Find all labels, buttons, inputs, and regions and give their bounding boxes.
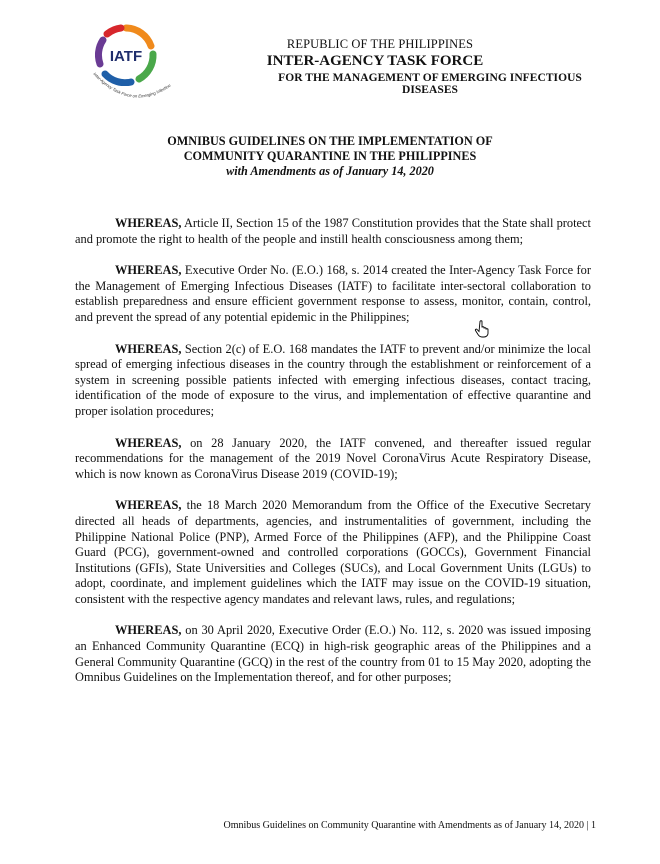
whereas-paragraph — [75, 498, 591, 607]
paragraph-lead: WHEREAS, — [115, 263, 182, 278]
letterhead-country: REPUBLIC OF THE PHILIPPINES — [286, 37, 474, 51]
title-line-2: COMMUNITY QUARANTINE IN THE PHILIPPINES — [183, 149, 477, 163]
page-footer: Omnibus Guidelines on Community Quarantine with Amendments as of January 14, 2020 | 1 — [223, 820, 596, 831]
logo-tagline-text: Inter-Agency Task Force on Emerging Infectiou — [92, 72, 172, 99]
paragraph-text: the 18 March 2020 Memorandum from the Office of the Executive Secretary directed all heads of departments, agencies, and instrumentalities of government, including the Philippine National Police (PNP), Armed Force of the Philippines (AFP), and the Philippine Coast Guard (PCG), government-owned and controlled corporations (GOCCs), Government Financial Institutions (GFIs), State Universities and Colleges (SUCs), and Local Government Units (LGUs) to adopt, coordinate, and implement guidelines which the IATF may issue on the COVID-19 situation, consistent with the respective agency mandates and relevant laws, rules, and regulations; — [75, 498, 591, 606]
hand-cursor-icon — [474, 320, 490, 338]
paragraph-lead: WHEREAS, — [115, 216, 182, 230]
whereas-paragraph — [75, 436, 591, 483]
logo-text: IATF — [109, 48, 143, 65]
title-line-1: OMNIBUS GUIDELINES ON THE IMPLEMENTATION OF — [167, 134, 493, 148]
paragraph-text: Section 2(c) of E.O. 168 mandates the IATF to prevent and/or minimize the local spread of emerging infectious diseases in the country through the establishment or reinforcement of a system in screening possible patients infected with emerging infectious diseases, contact tracing, identification of the mode of exposure to the virus, and implementation of effective quarantine and proper isolation procedures; — [75, 341, 591, 418]
document-body — [75, 216, 591, 702]
paragraph-text: on 28 January 2020, the IATF convened, and thereafter issued regular recommendations for the management of the 2019 Novel CoronaVirus Acute Respiratory Disease, which is now known as CoronaVirus Disease 2019 (COVID-19); — [75, 435, 591, 481]
paragraph-text: Executive Order No. (E.O.) 168, s. 2014 created the Inter-Agency Task Force for the Management of Emerging Infectious Diseases (IATF) to facilitate inter-sectoral collaboration to establish preparedness and ensure efficient government response to assess, monitor, contain, control, and prevent the spread of any potential epidemic in the Philippines; — [75, 263, 591, 324]
paragraph-text: Article II, Section 15 of the 1987 Constitution provides that the State shall protect and promote the right to health of the people and instill health consciousness among them; — [75, 216, 591, 246]
paragraph-lead: WHEREAS, — [115, 341, 182, 356]
paragraph-lead: WHEREAS, — [115, 435, 182, 450]
whereas-paragraph — [75, 216, 591, 247]
whereas-paragraph — [75, 342, 591, 420]
whereas-paragraph — [75, 623, 591, 685]
paragraph-lead: WHEREAS, — [115, 498, 182, 513]
svg-text:Inter-Agency Task Force on Eme — [85, 72, 172, 99]
paragraph-text: on 30 April 2020, Executive Order (E.O.) No. 112, s. 2020 was issued imposing an Enhanced Community Quarantine (ECQ) in high-risk geographic areas of the Philippines and a General Community Quarantine (GCQ) in the rest of the country from 01 to 15 May 2020, adopting the Omnibus Guidelines on the Implementation thereof, and for other purposes; — [75, 623, 591, 685]
logo-tagline — [85, 72, 175, 112]
whereas-paragraph — [75, 263, 591, 325]
title-subtitle: with Amendments as of January 14, 2020 — [226, 164, 434, 178]
paragraph-lead: WHEREAS, — [115, 623, 182, 638]
document-title — [0, 134, 660, 179]
letterhead — [200, 37, 600, 96]
letterhead-agency: INTER-AGENCY TASK FORCE — [266, 53, 484, 69]
letterhead-purpose: FOR THE MANAGEMENT OF EMERGING INFECTIOUS DISEASES — [278, 72, 582, 96]
